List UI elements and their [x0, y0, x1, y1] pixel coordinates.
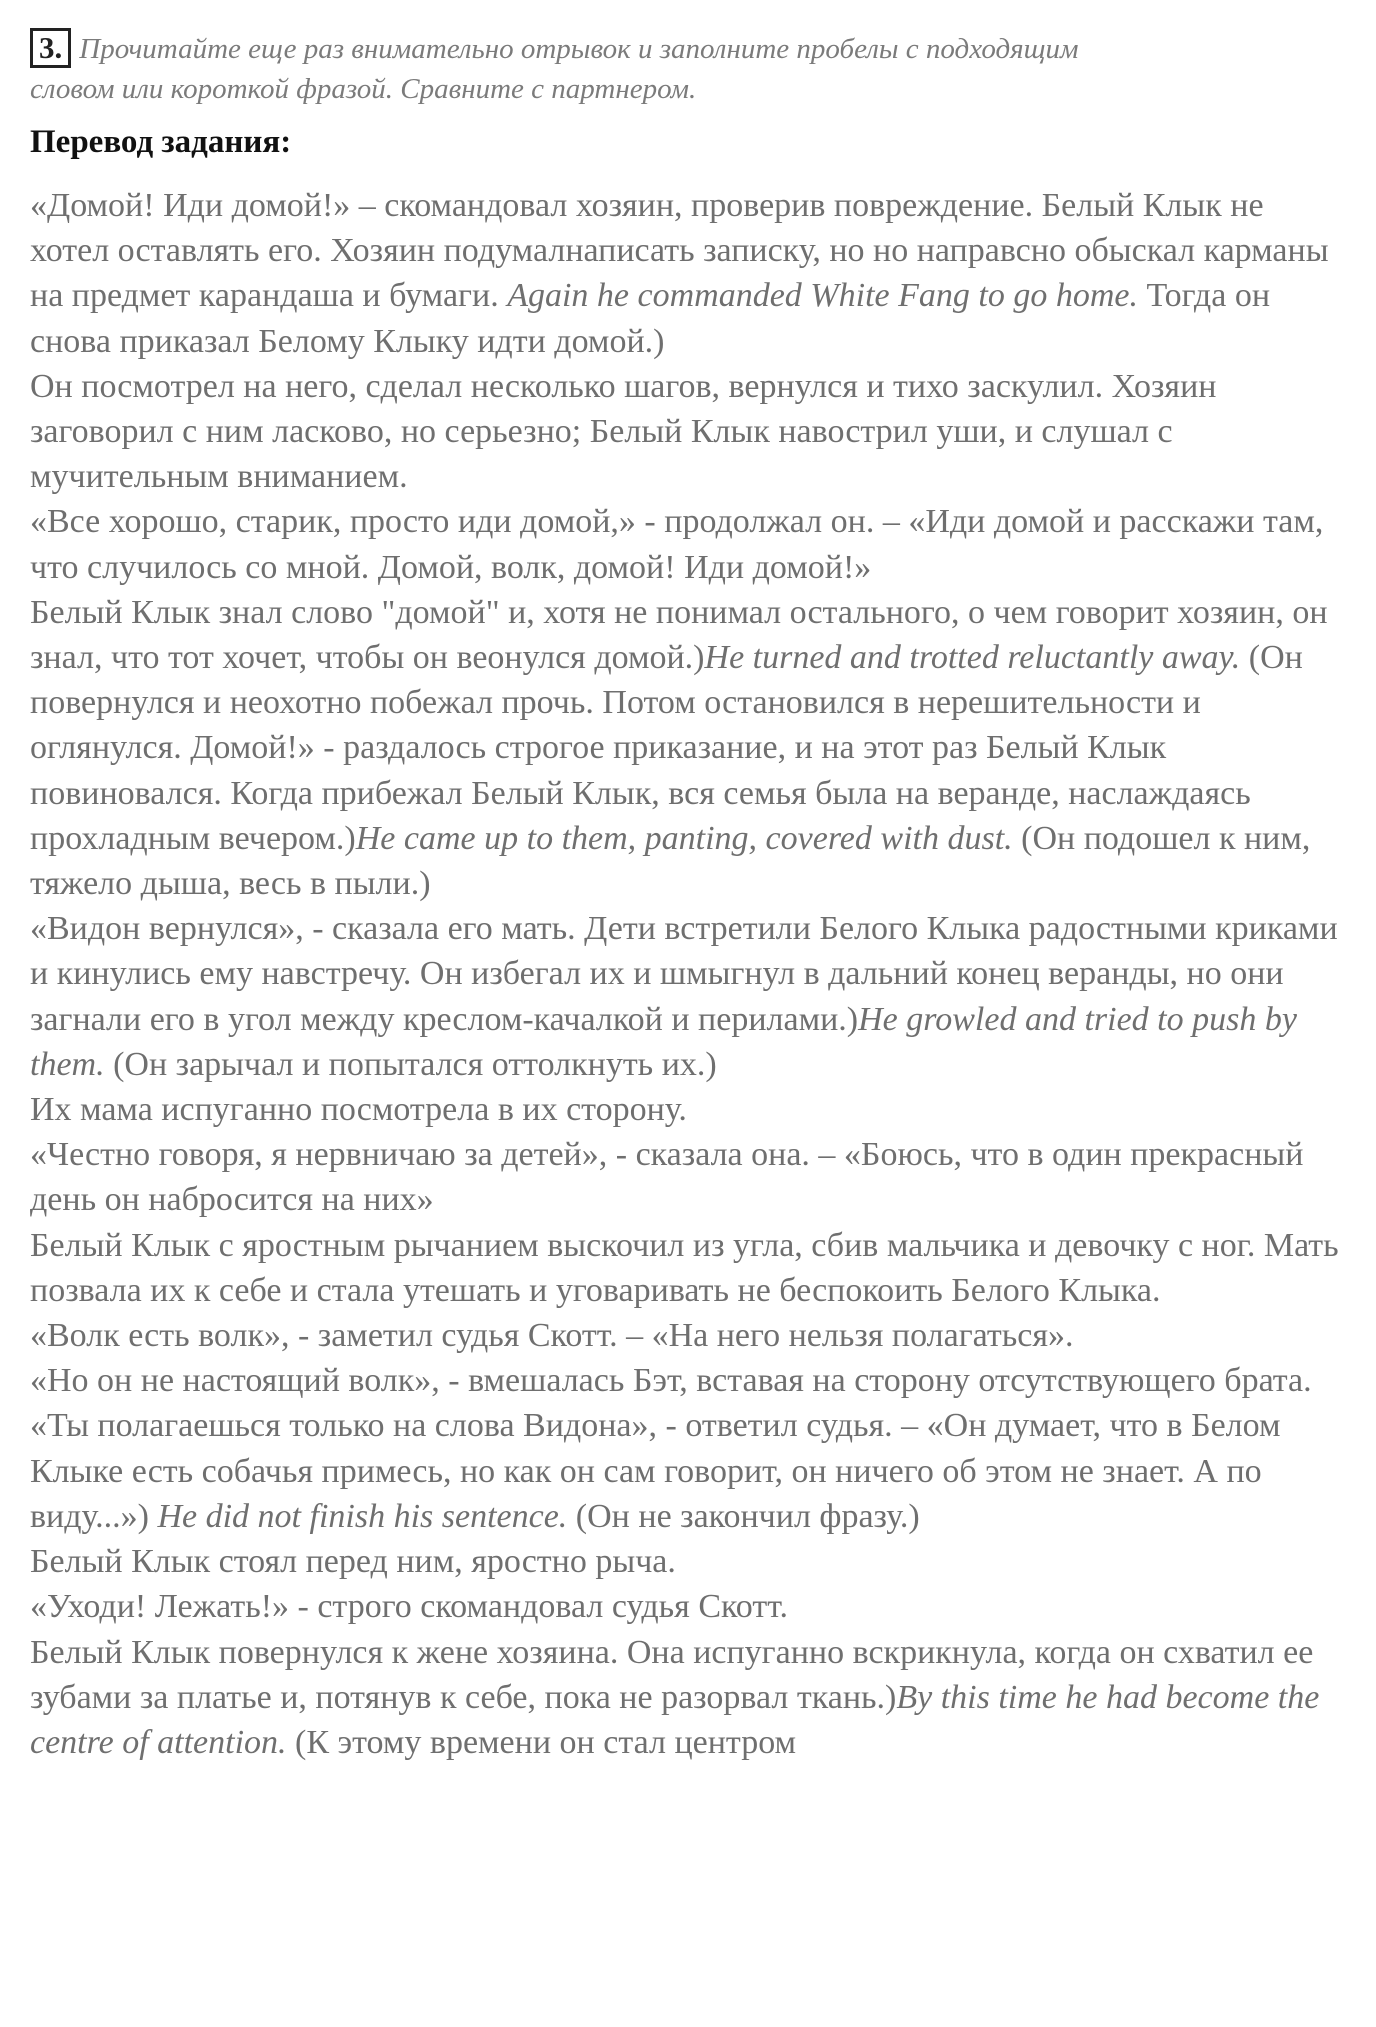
russian-text: «Видон вернулся», - сказала его мать. Дети встретили Белого Клыка радостными криками и кинулись ему навстречу. Он избегал их и шмыгнул в дальний конец веранды, но они загнали его в угол между креслом-качалкой и перилами.) [30, 910, 1338, 1038]
russian-text: Он посмотрел на него, сделал несколько шагов, вернулся и тихо заскулил. Хозяин заговорил с ним ласково, но серьезно; Белый Клык навострил уши, и слушал с мучительным вниманием. [30, 367, 1217, 496]
russian-text: (Он повернулся и неохотно побежал прочь. Потом остановился в нерешительности и оглянулся. Домой!» - раздалось строгое приказание, и на этот раз Белый Клык повиновался. Когда прибежал Белый Клык, вся семья была на веранде, наслаждаясь прохладным вечером.) [30, 639, 1303, 857]
paragraph [30, 1313, 1346, 1358]
paragraph [30, 590, 1346, 906]
task-instruction [30, 28, 1346, 109]
paragraph [30, 1223, 1346, 1313]
paragraph [30, 1630, 1346, 1766]
english-sentence: Again he commanded White Fang to go home. [507, 277, 1138, 315]
russian-text: (К этому времени он стал центром [286, 1723, 797, 1761]
paragraph [30, 1539, 1346, 1584]
russian-text: Белый Клык повернулся к жене хозяина. Она испуганно вскрикнула, когда он схватил ее зубами за платье и, потянув к себе, пока не разорвал ткань.) [30, 1633, 1314, 1716]
paragraph [30, 1087, 1346, 1132]
paragraph [30, 364, 1346, 500]
russian-text: «Уходи! Лежать!» - строго скомандовал судья Скотт. [30, 1588, 788, 1626]
task-number-box: 3. [30, 28, 71, 68]
task-instruction-line-1: Прочитайте еще раз внимательно отрывок и заполните пробелы с подходящим [79, 33, 1079, 65]
english-sentence: He growled and tried to push by them. [30, 1000, 1297, 1083]
paragraph [30, 1358, 1346, 1403]
english-sentence: By this time he had become the centre of attention. [30, 1678, 1320, 1761]
paragraph [30, 1403, 1346, 1539]
paragraph [30, 183, 1346, 364]
document-page [30, 28, 1346, 1765]
translation-text-body [30, 183, 1346, 1765]
russian-text: «Честно говоря, я нервничаю за детей», - сказала она. – «Боюсь, что в один прекрасный день он набросится на них» [30, 1136, 1304, 1219]
paragraph [30, 499, 1346, 589]
russian-text: «Но он не настоящий волк», - вмешалась Бэт, вставая на сторону отсутствующего брата. [30, 1362, 1312, 1400]
russian-text: «Домой! Иди домой!» – скомандовал хозяин, проверив повреждение. Белый Клык не хотел оставлять его. Хозяин подумалнаписать записку, но но направсно обыскал карманы на предмет карандаша и бумаги. [30, 187, 1329, 315]
paragraph [30, 1132, 1346, 1222]
russian-text: «Волк есть волк», - заметил судья Скотт. – «На него нельзя полагаться». [30, 1317, 1074, 1355]
russian-text: Белый Клык знал слово "домой" и, хотя не понимал остального, о чем говорит хозяин, он знал, что тот хочет, чтобы он веонулся домой.) [30, 593, 1328, 677]
translation-heading: Перевод задания: [30, 124, 292, 160]
russian-text: (Он подошел к ним, тяжело дыша, весь в пыли.) [30, 819, 1311, 903]
english-sentence: He came up to them, panting, covered with dust. [355, 819, 1013, 857]
paragraph [30, 906, 1346, 1087]
task-instruction-line-2: словом или короткой фразой. Сравните с партнером. [30, 73, 697, 105]
russian-text: Их мама испуганно посмотрела в их сторону. [30, 1091, 687, 1129]
russian-text: (Он зарычал и попытался оттолкнуть их.) [104, 1045, 717, 1083]
russian-text: «Все хорошо, старик, просто иди домой,» - продолжал он. – «Иди домой и расскажи там, что случилось со мной. Домой, волк, домой! Иди домой!» [30, 503, 1324, 586]
russian-text: «Ты полагаешься только на слова Видона», - ответил судья. – «Он думает, что в Белом Клыке есть собачья примесь, но как он сам говорит, он ничего об этом не знает. А по виду...») [30, 1407, 1281, 1535]
paragraph [30, 1584, 1346, 1629]
russian-text: Тогда он снова приказал Белому Клыку идти домой.) [30, 277, 1271, 360]
russian-text: Белый Клык стоял перед ним, яростно рыча. [30, 1543, 676, 1581]
english-sentence: He did not finish his sentence. [157, 1497, 568, 1535]
russian-text: (Он не закончил фразу.) [567, 1497, 920, 1535]
english-sentence: He turned and trotted reluctantly away. [704, 639, 1241, 677]
russian-text: Белый Клык с яростным рычанием выскочил из угла, сбив мальчика и девочку с ног. Мать позвала их к себе и стала утешать и уговаривать не беспокоить Белого Клыка. [30, 1226, 1339, 1309]
